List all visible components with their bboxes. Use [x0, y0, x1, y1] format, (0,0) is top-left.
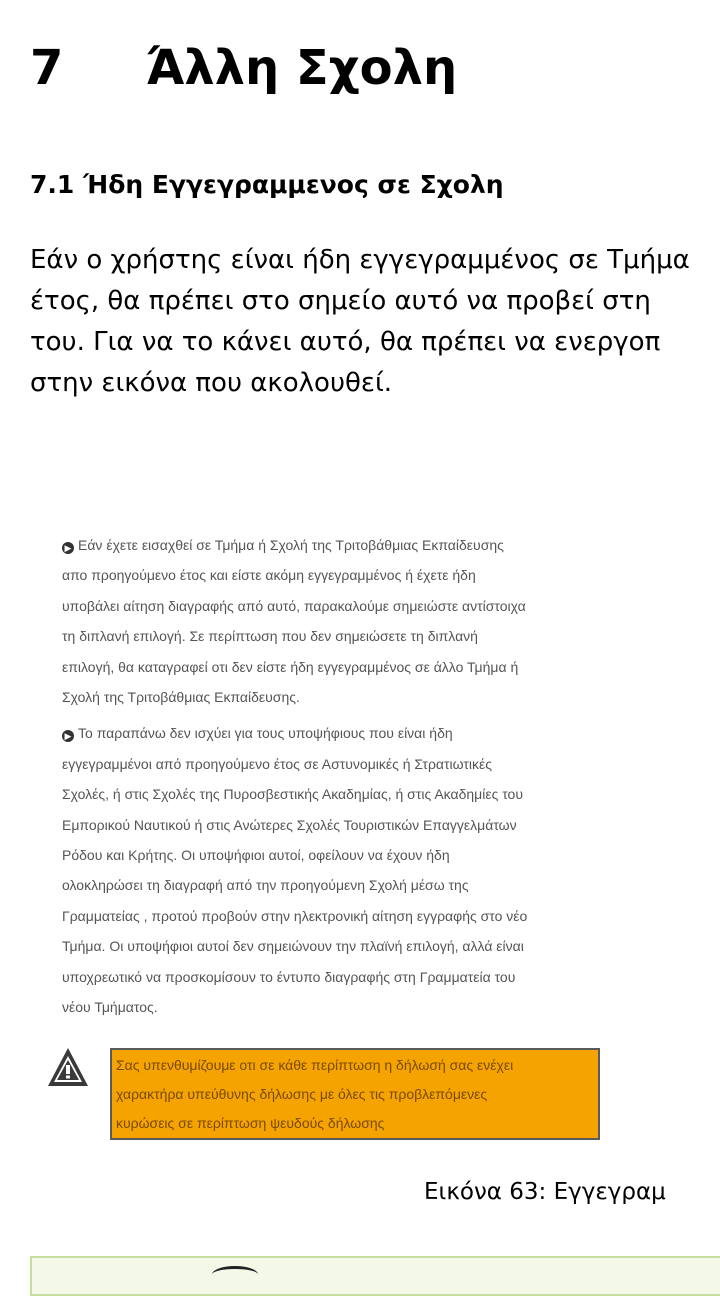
info-line: Εμπορικού Ναυτικού ή στις Ανώτερες Σχολές Τουριστικών Επαγγελμάτων	[62, 816, 517, 833]
section-heading: 7.1 Ήδη Εγγεγραμμενος σε Σχολη	[30, 170, 504, 199]
info-line: Γραμματείας , προτού προβούν στην ηλεκτρονική αίτηση εγγραφής στο νέο	[62, 907, 528, 924]
info-line: Ρόδου και Κρήτης. Οι υποψήφιοι αυτοί, οφείλουν να έχουν ήδη	[62, 847, 450, 864]
info-line: Τμήμα. Οι υποψήφιοι αυτοί δεν σημειώνουν την πλαϊνή επιλογή, αλλά είναι	[62, 938, 524, 955]
intro-line: στην εικόνα που ακολουθεί.	[30, 368, 393, 398]
warning-line: χαρακτήρα υπεύθυνης δήλωσης με όλες τις προβλεπόμενες	[116, 1086, 488, 1102]
warning-notice	[62, 1044, 622, 1144]
info-line: εγγεγραμμένοι από προηγούμενο έτος σε Αστυνομικές ή Στρατιωτικές	[62, 755, 493, 772]
warning-box	[110, 1048, 600, 1140]
warning-line: Σας υπενθυμίζουμε οτι σε κάθε περίπτωση η δήλωσή σας ενέχει	[116, 1057, 514, 1073]
intro-line: του. Για να το κάνει αυτό, θα πρέπει να ενεργοπ	[30, 327, 661, 357]
chapter-heading	[30, 38, 457, 98]
intro-paragraph	[30, 240, 720, 404]
info-line: Σχολή της Τριτοβάθμιας Εκπαίδευσης.	[62, 689, 300, 706]
intro-line: έτος, θα πρέπει στο σημείο αυτό να προβεί στη	[30, 286, 651, 316]
figure-caption: Εικόνα 63: Εγγεγραμ	[424, 1179, 666, 1205]
info-line: Σχολές, ή στις Σχολές της Πυροσβεστικής Ακαδημίας, ή στις Ακαδημίες του	[62, 786, 523, 803]
info-line: Το παραπάνω δεν ισχύει για τους υποψήφιους που είναι ήδη	[78, 725, 453, 742]
chapter-title: Άλλη Σχολη	[146, 40, 458, 96]
info-line: ολοκληρώσει τη διαγραφή από την προηγούμενη Σχολή μέσω της	[62, 877, 469, 894]
figure-screenshot	[62, 530, 622, 1131]
intro-line: Εάν ο χρήστης είναι ήδη εγγεγραμμένος σε Τμήμα	[30, 245, 690, 275]
arrow-right-circle-icon: ▶	[62, 542, 74, 554]
info-paragraph-2	[62, 718, 622, 1022]
info-line: τη διπλανή επιλογή. Σε περίπτωση που δεν σημειώσετε τη διπλανή	[62, 628, 478, 645]
warning-line: κυρώσεις σε περίπτωση ψευδούς δήλωσης	[116, 1115, 385, 1131]
info-line: απο προηγούμενο έτος και είστε ακόμη εγγεγραμμένος ή έχετε ήδη	[62, 567, 476, 584]
partial-graphic	[212, 1266, 258, 1283]
chapter-number: 7	[30, 40, 64, 96]
info-paragraph-1	[62, 530, 622, 712]
info-line: υποβάλει αίτηση διαγραφής από αυτό, παρακαλούμε σημειώστε αντίστοιχα	[62, 597, 526, 614]
info-line: επιλογή, θα καταγραφεί οτι δεν είστε ήδη εγγεγραμμένος σε άλλο Τμήμα ή	[62, 658, 519, 675]
next-figure-top-edge	[30, 1256, 720, 1296]
info-line: υποχρεωτικό να προσκομίσουν το έντυπο διαγραφής στη Γραμματεία του	[62, 968, 516, 985]
info-line: Εάν έχετε εισαχθεί σε Τμήμα ή Σχολή της Τριτοβάθμιας Εκπαίδευσης	[78, 537, 504, 553]
warning-triangle-icon	[46, 1046, 90, 1088]
arrow-right-circle-icon: ▶	[62, 730, 74, 742]
info-line: νέου Τμήματος.	[62, 999, 158, 1016]
